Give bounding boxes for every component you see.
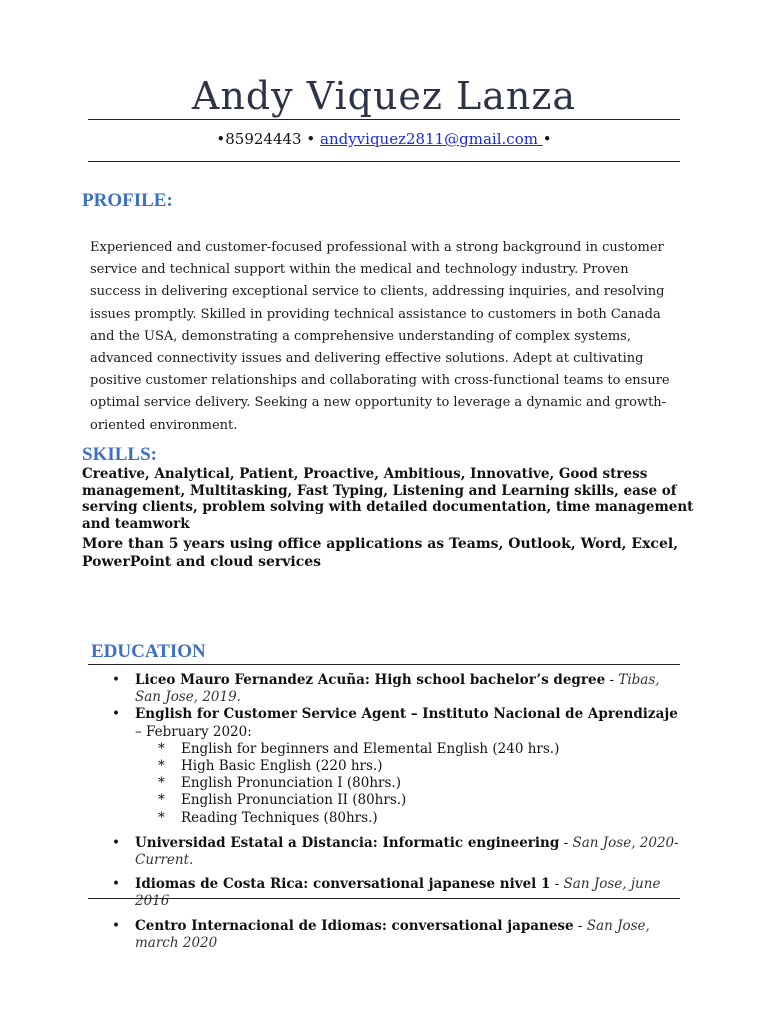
- education-detail: San Jose, 2020-Current.: [135, 834, 679, 869]
- sub-bullet: *: [158, 809, 165, 826]
- education-list: [88, 672, 688, 952]
- bullet: •: [112, 876, 120, 893]
- office-apps-summary: More than 5 years using office applications as Teams, Outlook, Word, Excel, PowerPoint and cloud services: [82, 536, 679, 570]
- profile-heading: PROFILE:: [82, 190, 173, 211]
- education-detail: San Jose, june 2016: [135, 876, 661, 910]
- bullet: •: [112, 706, 120, 723]
- course-item: [88, 758, 688, 775]
- education-title: Centro Internacional de Idiomas: conversational japanese: [135, 917, 574, 934]
- course-label: High Basic English (220 hrs.): [181, 758, 383, 775]
- sub-bullet: *: [158, 740, 165, 757]
- education-title: English for Customer Service Agent – Instituto Nacional de Aprendizaje: [135, 706, 678, 723]
- education-separator: -: [559, 834, 573, 851]
- skills-list: Creative, Analytical, Patient, Proactive, Ambitious, Innovative, Good stress management, Multitasking, Fast Typing, Listening and Learning skills, ease of serving clients, problem solving with detailed documentation, time management and teamwork: [82, 466, 694, 532]
- course-item: [88, 792, 688, 809]
- education-top-divider: [88, 664, 680, 665]
- education-heading: EDUCATION: [91, 641, 206, 662]
- contact-line: [0, 130, 768, 148]
- education-item: [88, 835, 688, 869]
- contact-suffix: •: [542, 130, 552, 148]
- education-detail: – February 2020:: [135, 723, 252, 740]
- profile-summary: Experienced and customer-focused professional with a strong background in customer service and technical support within the medical and technology industry. Proven success in delivering exceptional service to clients, addressing inquiries, and resolving issues promptly. Skilled in providing technical assistance to customers in both Canada and the USA, demonstrating a comprehensive understanding of complex systems, advanced connectivity issues and delivering effective solutions. Adept at cultivating positive customer relationships and collaborating with cross-functional teams to ensure optimal service delivery. Seeking a new opportunity to leverage a dynamic and growth-oriented environment.: [90, 240, 670, 433]
- sub-bullet: *: [158, 792, 165, 809]
- course-label: English Pronunciation II (80hrs.): [181, 792, 407, 809]
- education-item: [88, 706, 688, 740]
- bullet: •: [112, 834, 120, 851]
- education-detail: Tibas, San Jose, 2019.: [135, 672, 660, 706]
- phone-text: •85924443 •: [216, 130, 320, 148]
- course-item: [88, 775, 688, 792]
- bullet: •: [112, 917, 120, 934]
- course-label: English Pronunciation I (80hrs.): [181, 775, 401, 792]
- sub-bullet: *: [158, 758, 165, 775]
- education-item: [88, 672, 688, 706]
- education-title: Universidad Estatal a Distancia: Informatic engineering: [135, 834, 560, 851]
- education-item: [88, 918, 688, 952]
- course-list: [88, 741, 688, 827]
- bullet: •: [112, 672, 120, 688]
- education-separator: -: [573, 917, 587, 934]
- education-separator: -: [550, 876, 564, 893]
- course-item: [88, 810, 688, 827]
- sub-bullet: *: [158, 775, 165, 792]
- course-label: Reading Techniques (80hrs.): [181, 809, 378, 826]
- education-title: Idiomas de Costa Rica: conversational japanese nivel 1: [135, 876, 551, 893]
- header-bottom-divider: [88, 161, 680, 162]
- candidate-name: Andy Viquez Lanza: [191, 74, 577, 118]
- course-item: [88, 741, 688, 758]
- course-label: English for beginners and Elemental English (240 hrs.): [181, 740, 560, 757]
- header-top-divider: [88, 119, 680, 120]
- education-detail: San Jose, march 2020: [135, 917, 650, 951]
- education-separator: -: [605, 672, 619, 688]
- education-item: [88, 876, 688, 910]
- education-title: Liceo Mauro Fernandez Acuña: High school bachelor’s degree: [135, 672, 606, 688]
- email-link[interactable]: andyviquez2811@gmail.com: [320, 130, 543, 148]
- education-bottom-divider: [88, 898, 680, 899]
- skills-heading: SKILLS:: [82, 444, 157, 465]
